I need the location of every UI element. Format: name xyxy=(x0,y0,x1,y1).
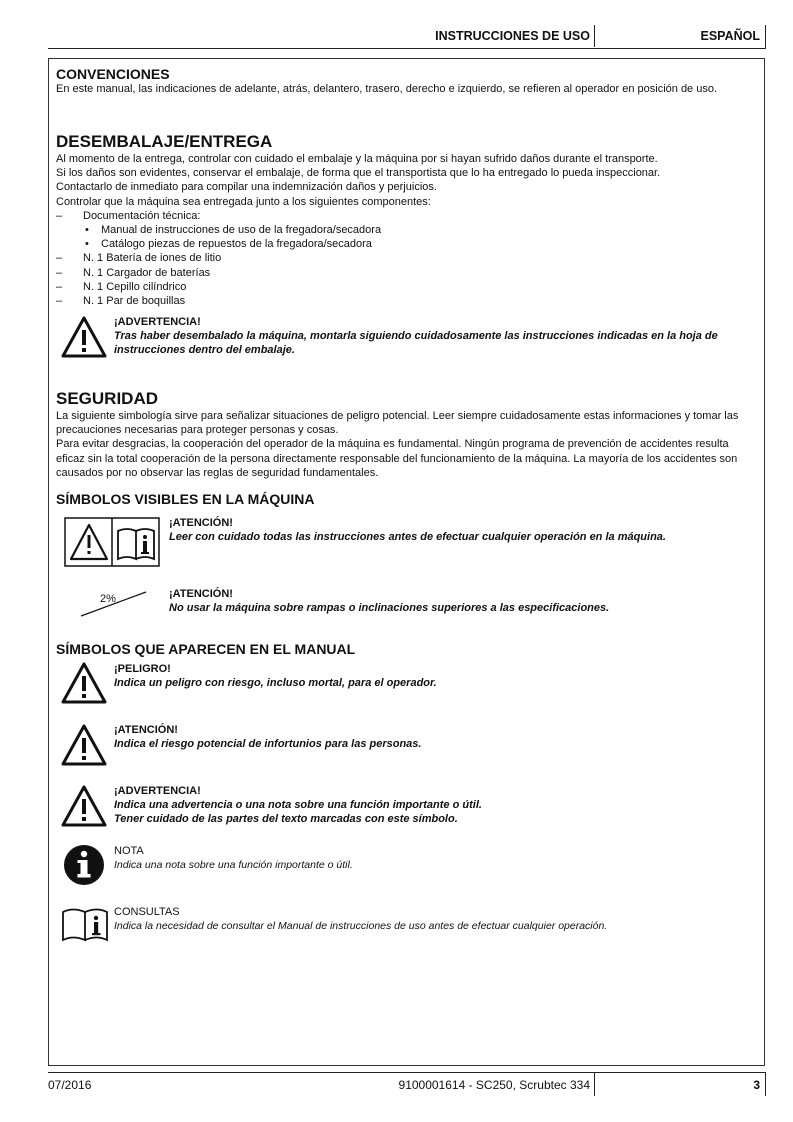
section-title: SÍMBOLOS QUE APARECEN EN EL MANUAL xyxy=(56,641,356,657)
note-body: Indica el riesgo potencial de infortunios para las personas. xyxy=(114,738,422,750)
note-body: Leer con cuidado todas las instrucciones antes de efectuar cualquier operación en la máquina. xyxy=(169,531,666,543)
list-item: – N. 1 Batería de iones de litio xyxy=(56,252,222,265)
paragraph-line: Al momento de la entrega, controlar con cuidado el embalaje y la máquina por si hayan sufrido daños durante el transporte. xyxy=(56,153,658,165)
note-title: CONSULTAS xyxy=(114,906,180,918)
paragraph: En este manual, las indicaciones de adelante, atrás, delantero, trasero, derecho e izquierdo, se refieren al operador en posición de uso. xyxy=(56,83,718,95)
section-seguridad xyxy=(56,389,758,480)
section-convenciones xyxy=(56,66,758,96)
manual-book-icon xyxy=(61,906,109,942)
note-body: No usar la máquina sobre rampas o inclinaciones superiores a las especificaciones. xyxy=(169,602,610,614)
footer-doc-ref: 9100001614 - SC250, Scrubtec 334 xyxy=(398,1078,590,1092)
note-body: Tras haber desembalado la máquina, montarla siguiendo cuidadosamente las instrucciones indicadas en la hoja de instrucciones dentro del embalaje. xyxy=(114,330,718,356)
footer-end-bar xyxy=(765,1072,766,1096)
section-title: DESEMBALAJE/ENTREGA xyxy=(56,132,273,151)
slope-label: 2% xyxy=(100,593,116,605)
note-title: ¡ADVERTENCIA! xyxy=(114,316,201,328)
attention-triangle-icon xyxy=(61,724,107,766)
warning-triangle-icon xyxy=(61,316,107,358)
paragraph-line: Controlar que la máquina sea entregada junto a los siguientes componentes: xyxy=(56,195,431,208)
list-item: – N. 1 Cargador de baterías xyxy=(56,266,211,279)
note-body: Tener cuidado de las partes del texto marcadas con este símbolo. xyxy=(114,813,458,825)
section-simbolos-manual xyxy=(56,641,758,657)
list-subitem: • Manual de instrucciones de uso de la fregadora/secadora xyxy=(85,224,382,237)
info-note xyxy=(114,845,754,872)
attention-note-slope xyxy=(169,588,759,615)
consult-note xyxy=(114,906,754,933)
section-title: SEGURIDAD xyxy=(56,389,159,408)
note-body: Indica una nota sobre una función importante o útil. xyxy=(114,859,353,871)
note-title: ¡ADVERTENCIA! xyxy=(114,785,201,797)
footer-date: 07/2016 xyxy=(48,1078,92,1092)
slope-2-percent-icon xyxy=(78,586,148,618)
danger-note xyxy=(114,663,754,690)
caution-note xyxy=(114,785,754,826)
note-body: Indica la necesidad de consultar el Manual de instrucciones de uso antes de efectuar cualquier operación. xyxy=(114,920,608,932)
note-body: Indica una advertencia o una nota sobre una función importante o útil. xyxy=(114,799,482,811)
note-body: Indica un peligro con riesgo, incluso mortal, para el operador. xyxy=(114,677,437,689)
paragraph: La siguiente simbología sirve para señalizar situaciones de peligro potencial. Leer siempre cuidadosamente estas informaciones y tomar las precauciones necesarias para proteger personas y cosas. xyxy=(56,410,739,437)
section-title: CONVENCIONES xyxy=(56,66,170,82)
header-rule xyxy=(48,48,766,49)
list-item: – Documentación técnica: xyxy=(56,209,201,222)
paragraph-line: Si los daños son evidentes, conservar el embalaje, de forma que el transportista que lo ha entregado lo pueda inspeccionar. xyxy=(56,167,661,180)
paragraph: Para evitar desgracias, la cooperación del operador de la máquina es fundamental. Ningún programa de prevención de accidentes resulta eficaz sin la total cooperación de la persona directamente responsable del funcionamiento de la máquina. La mayoría de los accidentes son causados por no observar las reglas de seguridad fundamentales. xyxy=(56,438,738,479)
header-separator xyxy=(594,25,595,47)
note-title: ¡ATENCIÓN! xyxy=(114,724,178,736)
warning-manual-label-icon xyxy=(64,517,160,567)
paragraph-line: Contactarlo de inmediato para compilar una indemnización daños y perjuicios. xyxy=(56,181,437,194)
header-title: INSTRUCCIONES DE USO xyxy=(435,29,590,43)
footer-separator xyxy=(594,1072,595,1096)
section-simbolos-maquina xyxy=(56,491,758,507)
footer-rule xyxy=(48,1072,766,1073)
note-title: NOTA xyxy=(114,845,144,857)
warning-note xyxy=(114,316,760,357)
note-title: ¡PELIGRO! xyxy=(114,663,171,675)
list-item: – N. 1 Cepillo cilíndrico xyxy=(56,280,187,293)
danger-triangle-icon xyxy=(61,662,107,704)
header-end-bar xyxy=(765,25,766,49)
attention-note xyxy=(114,724,754,751)
section-title: SÍMBOLOS VISIBLES EN LA MÁQUINA xyxy=(56,491,315,507)
list-item: – N. 1 Par de boquillas xyxy=(56,295,186,308)
note-title: ¡ATENCIÓN! xyxy=(169,517,233,529)
page-header xyxy=(48,25,766,49)
page-number: 3 xyxy=(753,1078,760,1092)
list-subitem: • Catálogo piezas de repuestos de la fregadora/secadora xyxy=(85,238,372,251)
section-desembalaje xyxy=(56,132,758,308)
attention-note-manual xyxy=(169,517,759,544)
note-title: ¡ATENCIÓN! xyxy=(169,588,233,600)
header-language: ESPAÑOL xyxy=(700,29,760,43)
caution-triangle-icon xyxy=(61,785,107,827)
info-circle-icon xyxy=(63,844,105,886)
page-footer xyxy=(48,1072,766,1096)
